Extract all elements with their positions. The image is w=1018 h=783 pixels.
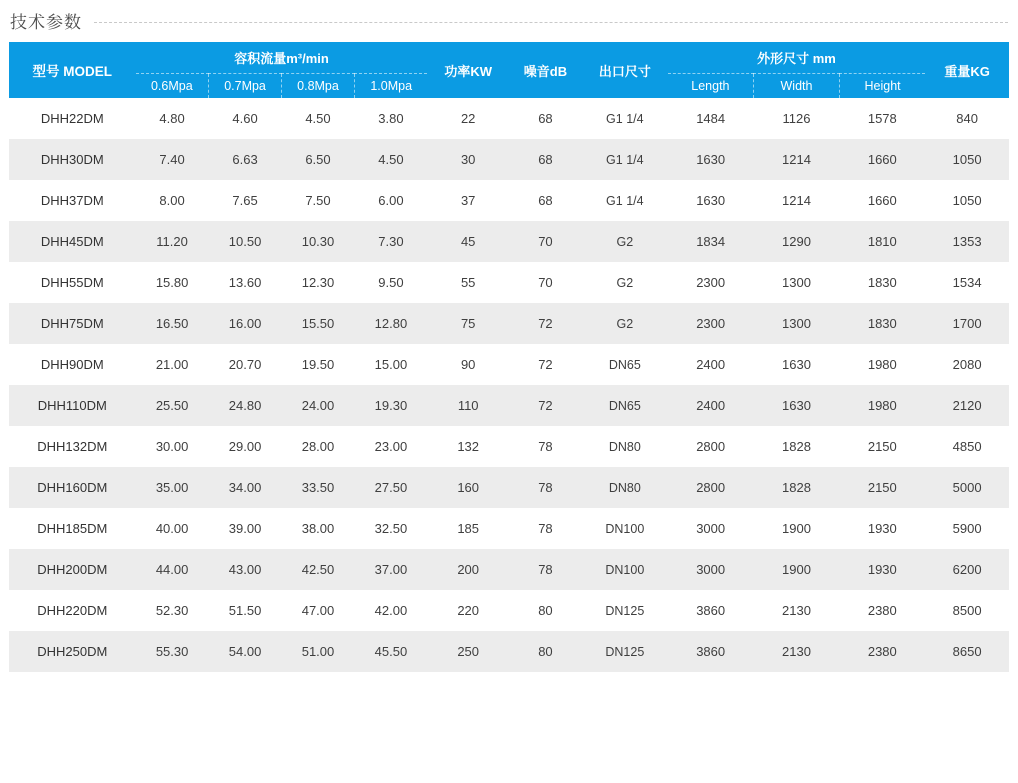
cell-height: 1660	[839, 180, 925, 221]
header-flow-06mpa: 0.6Mpa	[136, 74, 209, 99]
section-header	[0, 0, 1018, 34]
cell-length: 2400	[668, 344, 754, 385]
cell-model: DHH185DM	[9, 508, 136, 549]
cell-outlet-size: G2	[582, 303, 668, 344]
table-row	[9, 631, 1009, 672]
cell-flow-08mpa: 4.50	[282, 98, 355, 139]
cell-power: 90	[427, 344, 509, 385]
cell-flow-08mpa: 51.00	[282, 631, 355, 672]
cell-weight: 5000	[925, 467, 1009, 508]
cell-power: 30	[427, 139, 509, 180]
cell-weight: 1700	[925, 303, 1009, 344]
cell-weight: 840	[925, 98, 1009, 139]
cell-width: 1214	[754, 180, 840, 221]
cell-flow-10mpa: 4.50	[354, 139, 427, 180]
table-row	[9, 508, 1009, 549]
cell-length: 1630	[668, 139, 754, 180]
cell-flow-07mpa: 29.00	[209, 426, 282, 467]
cell-outlet-size: G1 1/4	[582, 180, 668, 221]
cell-noise: 72	[509, 344, 582, 385]
cell-flow-07mpa: 51.50	[209, 590, 282, 631]
header-flow-08mpa: 0.8Mpa	[282, 74, 355, 99]
cell-outlet-size: DN100	[582, 508, 668, 549]
header-height: Height	[839, 74, 925, 99]
cell-flow-10mpa: 45.50	[354, 631, 427, 672]
cell-width: 1828	[754, 426, 840, 467]
table-row	[9, 385, 1009, 426]
cell-height: 2380	[839, 631, 925, 672]
cell-flow-06mpa: 21.00	[136, 344, 209, 385]
cell-noise: 70	[509, 262, 582, 303]
cell-width: 1828	[754, 467, 840, 508]
cell-height: 1930	[839, 508, 925, 549]
cell-flow-06mpa: 55.30	[136, 631, 209, 672]
cell-flow-07mpa: 10.50	[209, 221, 282, 262]
cell-outlet-size: G2	[582, 262, 668, 303]
cell-flow-06mpa: 7.40	[136, 139, 209, 180]
cell-noise: 78	[509, 549, 582, 590]
header-flow-group: 容积流量m³/min	[136, 42, 428, 74]
cell-height: 1578	[839, 98, 925, 139]
cell-model: DHH110DM	[9, 385, 136, 426]
cell-weight: 2080	[925, 344, 1009, 385]
cell-length: 1834	[668, 221, 754, 262]
cell-outlet-size: G2	[582, 221, 668, 262]
cell-height: 2380	[839, 590, 925, 631]
header-flow-07mpa: 0.7Mpa	[209, 74, 282, 99]
cell-power: 75	[427, 303, 509, 344]
cell-height: 1660	[839, 139, 925, 180]
cell-flow-10mpa: 42.00	[354, 590, 427, 631]
cell-outlet-size: DN125	[582, 631, 668, 672]
cell-noise: 70	[509, 221, 582, 262]
cell-flow-10mpa: 23.00	[354, 426, 427, 467]
cell-weight: 1050	[925, 180, 1009, 221]
cell-flow-10mpa: 27.50	[354, 467, 427, 508]
cell-flow-08mpa: 47.00	[282, 590, 355, 631]
cell-flow-07mpa: 20.70	[209, 344, 282, 385]
cell-width: 1214	[754, 139, 840, 180]
cell-flow-08mpa: 10.30	[282, 221, 355, 262]
cell-weight: 1534	[925, 262, 1009, 303]
cell-flow-06mpa: 30.00	[136, 426, 209, 467]
cell-width: 2130	[754, 631, 840, 672]
cell-flow-10mpa: 15.00	[354, 344, 427, 385]
cell-model: DHH250DM	[9, 631, 136, 672]
cell-noise: 80	[509, 590, 582, 631]
cell-weight: 4850	[925, 426, 1009, 467]
cell-height: 1830	[839, 262, 925, 303]
cell-weight: 1050	[925, 139, 1009, 180]
cell-flow-10mpa: 7.30	[354, 221, 427, 262]
cell-flow-07mpa: 43.00	[209, 549, 282, 590]
cell-flow-07mpa: 4.60	[209, 98, 282, 139]
cell-power: 22	[427, 98, 509, 139]
cell-length: 3860	[668, 631, 754, 672]
cell-weight: 8650	[925, 631, 1009, 672]
header-power: 功率KW	[427, 42, 509, 98]
cell-height: 1980	[839, 385, 925, 426]
cell-width: 1900	[754, 508, 840, 549]
cell-width: 1300	[754, 262, 840, 303]
cell-weight: 8500	[925, 590, 1009, 631]
table-head	[9, 42, 1009, 98]
page-title: 技术参数	[10, 12, 82, 32]
cell-width: 1300	[754, 303, 840, 344]
cell-flow-07mpa: 6.63	[209, 139, 282, 180]
cell-width: 1630	[754, 344, 840, 385]
cell-flow-10mpa: 19.30	[354, 385, 427, 426]
cell-flow-10mpa: 3.80	[354, 98, 427, 139]
table-body	[9, 98, 1009, 672]
cell-outlet-size: DN65	[582, 344, 668, 385]
cell-power: 200	[427, 549, 509, 590]
cell-power: 220	[427, 590, 509, 631]
cell-noise: 68	[509, 139, 582, 180]
cell-flow-08mpa: 7.50	[282, 180, 355, 221]
cell-model: DHH22DM	[9, 98, 136, 139]
cell-flow-06mpa: 15.80	[136, 262, 209, 303]
cell-flow-06mpa: 25.50	[136, 385, 209, 426]
header-dimension-group: 外形尺寸 mm	[668, 42, 925, 74]
cell-flow-06mpa: 8.00	[136, 180, 209, 221]
cell-weight: 6200	[925, 549, 1009, 590]
cell-flow-08mpa: 33.50	[282, 467, 355, 508]
table-row	[9, 344, 1009, 385]
cell-length: 1484	[668, 98, 754, 139]
table-row	[9, 139, 1009, 180]
cell-length: 3000	[668, 508, 754, 549]
header-row-top	[9, 42, 1009, 74]
cell-power: 45	[427, 221, 509, 262]
cell-width: 1630	[754, 385, 840, 426]
cell-outlet-size: DN100	[582, 549, 668, 590]
table-row	[9, 590, 1009, 631]
cell-flow-08mpa: 6.50	[282, 139, 355, 180]
cell-model: DHH37DM	[9, 180, 136, 221]
cell-noise: 72	[509, 385, 582, 426]
cell-flow-08mpa: 24.00	[282, 385, 355, 426]
cell-outlet-size: G1 1/4	[582, 139, 668, 180]
cell-flow-06mpa: 4.80	[136, 98, 209, 139]
cell-height: 1930	[839, 549, 925, 590]
cell-weight: 2120	[925, 385, 1009, 426]
cell-noise: 78	[509, 508, 582, 549]
cell-flow-07mpa: 24.80	[209, 385, 282, 426]
cell-flow-07mpa: 34.00	[209, 467, 282, 508]
cell-width: 1900	[754, 549, 840, 590]
table-row	[9, 303, 1009, 344]
cell-flow-06mpa: 16.50	[136, 303, 209, 344]
cell-height: 1830	[839, 303, 925, 344]
cell-model: DHH55DM	[9, 262, 136, 303]
cell-model: DHH160DM	[9, 467, 136, 508]
cell-noise: 80	[509, 631, 582, 672]
cell-flow-06mpa: 52.30	[136, 590, 209, 631]
cell-model: DHH30DM	[9, 139, 136, 180]
cell-height: 1980	[839, 344, 925, 385]
header-length: Length	[668, 74, 754, 99]
cell-noise: 68	[509, 180, 582, 221]
cell-length: 2300	[668, 262, 754, 303]
cell-model: DHH220DM	[9, 590, 136, 631]
cell-power: 250	[427, 631, 509, 672]
cell-flow-10mpa: 37.00	[354, 549, 427, 590]
cell-height: 2150	[839, 426, 925, 467]
cell-power: 110	[427, 385, 509, 426]
cell-power: 185	[427, 508, 509, 549]
cell-flow-06mpa: 40.00	[136, 508, 209, 549]
cell-outlet-size: DN80	[582, 467, 668, 508]
cell-length: 3000	[668, 549, 754, 590]
cell-outlet-size: DN80	[582, 426, 668, 467]
cell-flow-10mpa: 12.80	[354, 303, 427, 344]
cell-noise: 78	[509, 426, 582, 467]
cell-flow-08mpa: 15.50	[282, 303, 355, 344]
cell-length: 3860	[668, 590, 754, 631]
cell-flow-10mpa: 6.00	[354, 180, 427, 221]
cell-flow-06mpa: 35.00	[136, 467, 209, 508]
cell-flow-08mpa: 12.30	[282, 262, 355, 303]
cell-model: DHH75DM	[9, 303, 136, 344]
header-weight: 重量KG	[925, 42, 1009, 98]
cell-width: 1290	[754, 221, 840, 262]
cell-model: DHH132DM	[9, 426, 136, 467]
header-model: 型号 MODEL	[9, 42, 136, 98]
header-outlet-size: 出口尺寸	[582, 42, 668, 98]
cell-flow-06mpa: 11.20	[136, 221, 209, 262]
cell-flow-07mpa: 16.00	[209, 303, 282, 344]
cell-model: DHH200DM	[9, 549, 136, 590]
cell-flow-08mpa: 38.00	[282, 508, 355, 549]
table-row	[9, 98, 1009, 139]
cell-power: 55	[427, 262, 509, 303]
table-row	[9, 221, 1009, 262]
cell-model: DHH45DM	[9, 221, 136, 262]
table-row	[9, 262, 1009, 303]
cell-flow-07mpa: 7.65	[209, 180, 282, 221]
header-noise: 噪音dB	[509, 42, 582, 98]
cell-noise: 68	[509, 98, 582, 139]
header-width: Width	[754, 74, 840, 99]
cell-length: 1630	[668, 180, 754, 221]
header-flow-10mpa: 1.0Mpa	[354, 74, 427, 99]
cell-flow-07mpa: 54.00	[209, 631, 282, 672]
title-divider	[94, 22, 1008, 23]
cell-power: 160	[427, 467, 509, 508]
cell-flow-10mpa: 32.50	[354, 508, 427, 549]
table-row	[9, 180, 1009, 221]
cell-flow-08mpa: 42.50	[282, 549, 355, 590]
cell-flow-06mpa: 44.00	[136, 549, 209, 590]
cell-noise: 78	[509, 467, 582, 508]
cell-length: 2300	[668, 303, 754, 344]
cell-power: 37	[427, 180, 509, 221]
cell-weight: 1353	[925, 221, 1009, 262]
cell-weight: 5900	[925, 508, 1009, 549]
cell-width: 2130	[754, 590, 840, 631]
cell-outlet-size: DN65	[582, 385, 668, 426]
cell-flow-08mpa: 19.50	[282, 344, 355, 385]
cell-height: 2150	[839, 467, 925, 508]
cell-length: 2800	[668, 467, 754, 508]
cell-width: 1126	[754, 98, 840, 139]
cell-length: 2800	[668, 426, 754, 467]
cell-power: 132	[427, 426, 509, 467]
cell-noise: 72	[509, 303, 582, 344]
cell-flow-07mpa: 39.00	[209, 508, 282, 549]
cell-outlet-size: G1 1/4	[582, 98, 668, 139]
cell-flow-07mpa: 13.60	[209, 262, 282, 303]
cell-flow-10mpa: 9.50	[354, 262, 427, 303]
cell-height: 1810	[839, 221, 925, 262]
table-row	[9, 549, 1009, 590]
cell-flow-08mpa: 28.00	[282, 426, 355, 467]
table-row	[9, 467, 1009, 508]
cell-model: DHH90DM	[9, 344, 136, 385]
technical-parameters-table	[9, 42, 1009, 672]
cell-length: 2400	[668, 385, 754, 426]
table-row	[9, 426, 1009, 467]
cell-outlet-size: DN125	[582, 590, 668, 631]
